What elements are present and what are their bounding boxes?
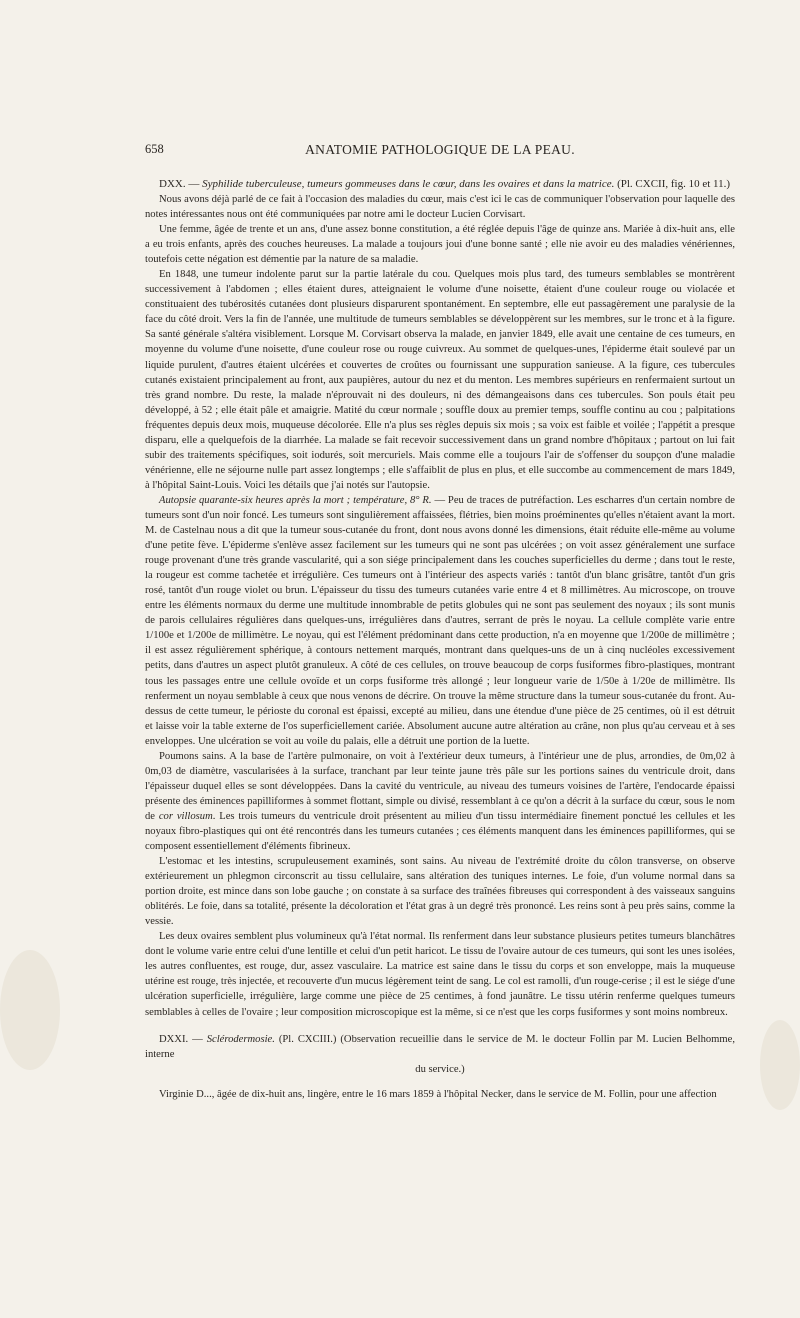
observation-title: Sclérodermosie. bbox=[206, 1033, 275, 1045]
observation-title: Syphilide tuberculeuse, tumeurs gommeuses dans le cœur, dans les ovaires et dans la matrice. bbox=[202, 178, 615, 190]
observation-subtitle-end: du service.) bbox=[415, 1063, 465, 1075]
page-body bbox=[145, 177, 735, 1102]
paragraph-text: . Les trois tumeurs du ventricule droit présentent au milieu d'un tissu intermédiaire finement ponctué les cellules et les noyaux fibro-plastiques qui ont été rencontrés dans les tumeurs cutanées ; ces éléments manquent dans les éminences papilliformes, qui se composent essentiellement d'éléments fibrineux. bbox=[145, 810, 735, 853]
plate-reference: (Pl. CXCII, fig. 10 et 11.) bbox=[614, 178, 731, 190]
paragraph: Virginie D..., âgée de dix-huit ans, lingère, entre le 16 mars 1859 à l'hôpital Necker, dans le service de M. Follin, pour une affection bbox=[159, 1088, 717, 1100]
paper-stain bbox=[760, 1020, 800, 1110]
paper-stain bbox=[0, 950, 60, 1070]
page-number: 658 bbox=[145, 142, 164, 156]
paragraph-text: Poumons sains. A la base de l'artère pulmonaire, on voit à l'extérieur deux tumeurs, à l'intérieur une de plus, arrondies, de 0m,02 à 0m,03 de diamètre, vascularisées à la surface, tranchant par leur teinte jaune très pâle sur les portions saines du ventricule droit, dans l'épaisseur duquel elles se sont développées. Dans la cavité du ventricule, au niveau des tumeurs voisines de l'artère, l'endocarde épaissi présente des éminences papilliformes à sommet flottant, simple ou divisé, ressemblant à ce qu'on a décrit à la surface du cœur, sous le nom de bbox=[145, 750, 735, 822]
paragraph: Les deux ovaires semblent plus volumineux qu'à l'état normal. Ils renferment dans leur substance plusieurs petites tumeurs blanchâtres dont le volume varie entre celui d'une lentille et celui d'un petit haricot. Le tissu de l'ovaire autour de ces tumeurs, qui sont les unes isolées, les autres confluentes, est rouge, dur, assez vasculaire. La matrice est saine dans le tissu du corps et son enveloppe, mais la muqueuse utérine est rouge, très injectée, et recouverte d'un mucus légèrement teint de sang. Le col est ramolli, d'un rouge-cerise ; il est le siége d'une ulcération superficielle, irrégulière, large comme une pièce de 25 centimes, à fond jaunâtre. Le tissu utérin renferme quelques tumeurs semblables à celles de l'ovaire ; leur composition microscopique est la même, si ce n'est que les corps fusiformes y sont moins nombreux. bbox=[145, 931, 735, 1018]
autopsy-heading: Autopsie quarante-six heures après la mort ; température, 8° R. bbox=[159, 494, 432, 506]
observation-subtitle: (Pl. CXCIII.) (Observation recueillie dans le service de M. le docteur Follin par M. Lucien Belhomme, interne bbox=[145, 1033, 735, 1060]
paragraph: Une femme, âgée de trente et un ans, d'une assez bonne constitution, a été réglée depuis l'âge de quinze ans. Mariée à dix-huit ans, elle a eu trois enfants, après des couches heureuses. La malade a toujours joui d'une bonne santé ; elle nie avoir eu des maladies vénériennes, toutefois cette négation est démentie par la nature de sa maladie. bbox=[145, 224, 735, 266]
running-title: ANATOMIE PATHOLOGIQUE DE LA PEAU. bbox=[305, 142, 575, 157]
paragraph: L'estomac et les intestins, scrupuleusement examinés, sont sains. Au niveau de l'extrémité droite du côlon transverse, on observe extérieurement un phlegmon circonscrit au tissu cellulaire, sans altération des tuniques internes. Le foie, d'un volume normal dans sa portion droite, est mince dans son lobe gauche ; on constate à sa surface des traînées fibreuses qui correspondent à des vaisseaux sanguins oblitérés. Le foie, dans sa totalité, présente la décoloration et l'état gras à un degré très prononcé. Les reins sont à peu près sains, comme la vessie. bbox=[145, 856, 735, 928]
observation-heading bbox=[145, 177, 735, 192]
observation-number: DXXI. — bbox=[159, 1033, 207, 1045]
paragraph bbox=[145, 749, 735, 854]
observation-number: DXX. — bbox=[159, 178, 203, 190]
page-header bbox=[145, 142, 735, 162]
paragraph: En 1848, une tumeur indolente parut sur la partie latérale du cou. Quelques mois plus tard, des tumeurs semblables se montrèrent successivement à l'abdomen ; elles étaient dures, atteignaient le volume d'une noisette, étaient d'une couleur rouge ou violacée et constituaient des tubérosités cutanées dont plusieurs disparurent spontanément. En septembre, elle eut passagèrement une paralysie de la face du côté droit. Vers la fin de l'année, une multitude de tumeurs semblables se développèrent sur les membres, sur le tronc et à la figure. Sa santé générale s'altéra visiblement. Lorsque M. Corvisart observa la malade, en janvier 1849, elle avait une centaine de ces tumeurs, en moyenne du volume d'une noisette, d'une couleur rose ou rouge cuivreux. Au sommet de quelques-unes, l'épiderme était soulevé par un liquide purulent, d'autres étaient ulcérées et couvertes de croûtes ou fournissant une suppuration sanieuse. A la figure, ces tubercules cutanés existaient principalement au front, aux paupières, autour du nez et du menton. Les membres supérieurs en renfermaient surtout un très grand nombre. Du reste, la malade n'éprouvait ni des douleurs, ni des démangeaisons dans ces tubercules. Son pouls était peu développé, à 52 ; elle était pâle et amaigrie. Matité du cœur normale ; souffle doux au premier temps, souffle continu au cou ; palpitations fréquentes depuis deux mois, muqueuse décolorée. Elle n'a plus ses règles depuis six mois ; sa voix est faible et voilée ; l'appétit a presque disparu, elle a quelquefois de la diarrhée. La malade se fait recevoir successivement dans un grand nombre d'hôpitaux ; partout on lui fait subir des traitements spécifiques, soit iodurés, soit mercuriels. Mais comme elle a toujours l'air de s'offenser du soupçon d'une maladie vénérienne, elle ne séjourne nulle part assez longtemps ; elle s'affaiblit de plus en plus, et elle succombe au commencement de mars 1849, à l'hôpital Saint-Louis. Voici les détails que j'ai notés sur l'autopsie. bbox=[145, 269, 735, 491]
observation-heading bbox=[145, 1032, 735, 1077]
latin-term: cor villosum bbox=[158, 810, 213, 822]
paragraph: Nous avons déjà parlé de ce fait à l'occasion des maladies du cœur, mais c'est ici le cas de communiquer l'observation pour laquelle des notes intéressantes nous ont été communiquées par notre ami le docteur Lucien Corvisart. bbox=[145, 194, 735, 221]
paragraph-text: — Peu de traces de putréfaction. Les escharres d'un certain nombre de tumeurs sont d'un noir foncé. Les tumeurs sont singulièrement affaissées, flétries, bien moins proéminentes qu'elles n'étaient avant la mort. M. de Castelnau nous a dit que la tumeur sous-cutanée du front, dont nous avons donné les dimensions, était réduite elle-même au volume d'une petite fève. L'épiderme s'enlève assez facilement sur les tumeurs qui ne sont pas ulcérées ; on voit assez généralement une surface rouge provenant d'une très grande vascularité, qui a son siége principalement dans les couches superficielles du derme ; dans tout le reste, la rougeur est comme tachetée et irrégulière. Ces tumeurs ont à l'intérieur des aspects variés : tantôt d'un blanc grisâtre, tantôt d'un gris rosé, tantôt d'un rouge violet ou brun. L'épaisseur du tissu des tumeurs cutanées varie entre 4 et 8 millimètres. Au microscope, on trouve entre les éléments normaux du derme une multitude innombrable de petits globules qui ne sont pas seulement des noyaux ; ils sont munis de parois cellulaires régulières dans quelques-uns, irrégulières dans d'autres, serrant de près le noyau. La cellule complète varie entre 1/100e et 1/200e de millimètre. Le noyau, qui est l'élément prédominant dans cette production, n'a en moyenne que 1/200e de millimètre ; il est assez régulièrement sphérique, à contours nettement marqués, montrant dans quelques-uns de un à cinq nucléoles excessivement petits, dans d'autres un aspect plutôt granuleux. A côté de ces cellules, on trouve beaucoup de corps fusiformes fibro-plastiques, montrant tous les passages entre une cellule ovoïde et un corps fusiforme très allongé ; leur longueur varie de 1/50e à 1/20e de millimètre. Ils renferment un noyau semblable à ceux que nous venons de décrire. On trouve la même structure dans la tumeur sous-cutanée du front. Au-dessus de cette tumeur, le périoste du coronal est épaissi, excepté au milieu, dans une étendue d'une pièce de 25 centimes, où il est détruit et laisse voir la table externe de l'os superficiellement cariée. Absolument aucune autre altération au crâne, non plus qu'au cerveau et à ses enveloppes. Une ulcération se voit au voile du palais, elle a détruit une portion de la luette. bbox=[145, 494, 735, 747]
paragraph bbox=[145, 493, 735, 749]
